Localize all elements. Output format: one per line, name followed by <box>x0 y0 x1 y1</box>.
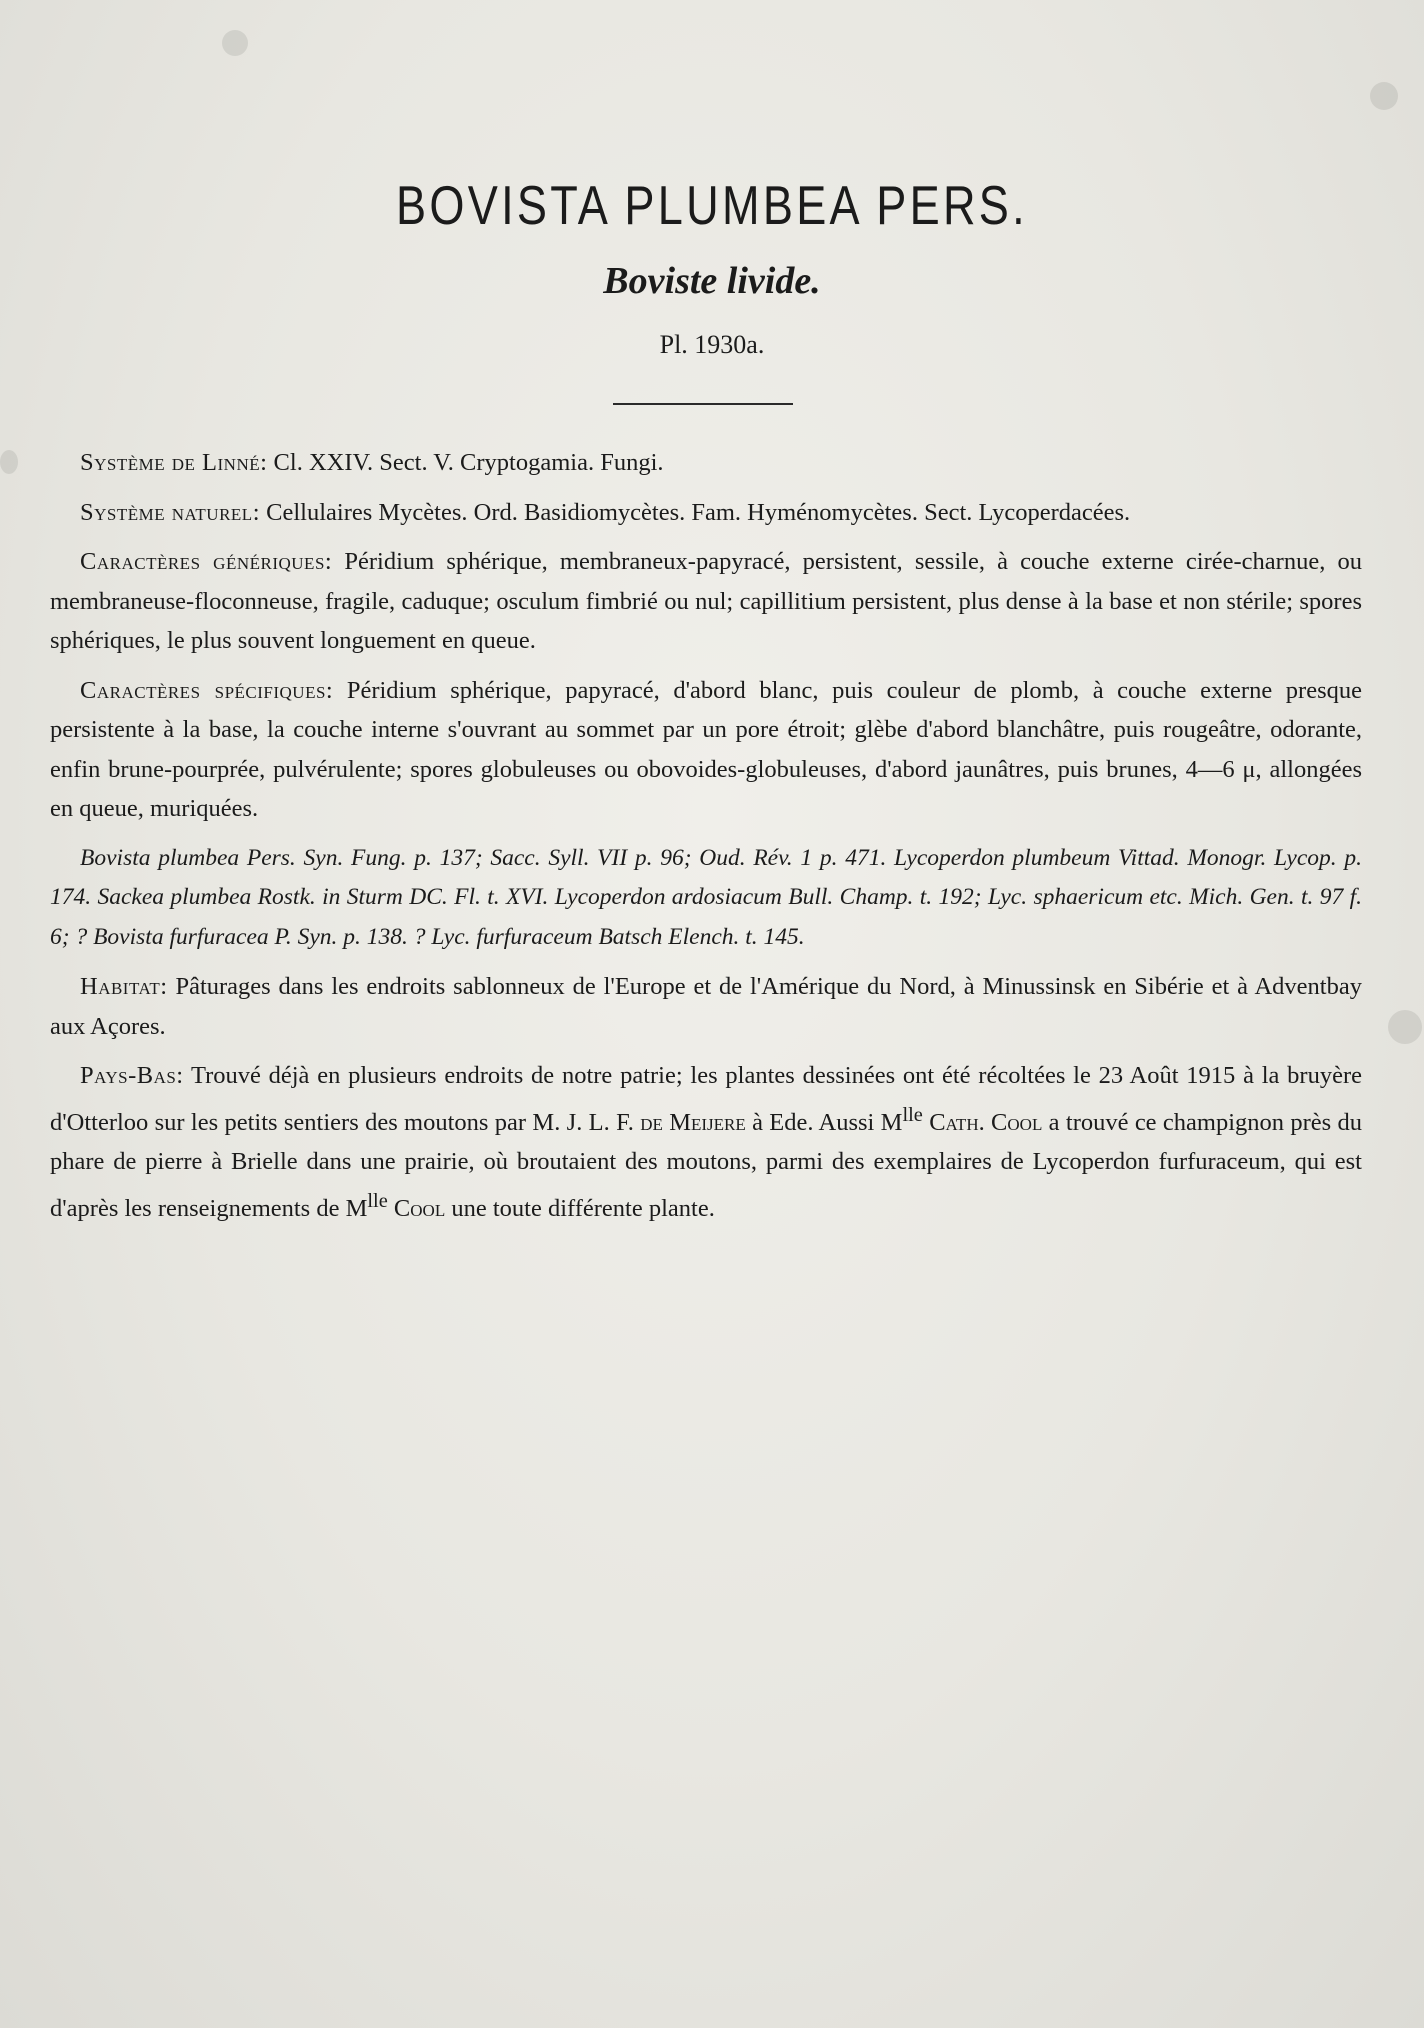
section-text: Pâturages dans les endroits sablonneux de l'Europe et de l'Amérique du Nord, à Minussinsk en Sibérie et à Adventbay aux Açores. <box>50 973 1362 1040</box>
paragraph-specifiques <box>50 671 1362 829</box>
title-abbrev: lle <box>902 1103 923 1126</box>
person-name: Cath. Cool <box>929 1108 1043 1136</box>
body-text <box>50 443 1362 1238</box>
paragraph-linne <box>50 443 1362 483</box>
paper-blemish <box>222 30 248 56</box>
paper-blemish <box>0 450 18 474</box>
section-text: Cl. XXIV. Sect. V. Cryptogamia. Fungi. <box>267 449 664 476</box>
plate-number: Pl. 1930a. <box>659 330 765 359</box>
section-label: Système de Linné: <box>80 449 268 476</box>
section-text: à Ede. Aussi M <box>745 1108 903 1136</box>
section-text: Péridium sphérique, membraneux-papyracé, persistent, sessile, à couche externe cirée-charnue, ou membraneuse-floconneuse, fragile, caduque; osculum fimbrié ou nul; capillitium persistent, plus dense à la base et non stérile; spores sphériques, le plus souvent longuement en queue. <box>50 548 1363 654</box>
page-subtitle: Boviste livide. <box>603 260 821 302</box>
section-label: Pays-Bas: <box>80 1062 184 1089</box>
paragraph-generiques <box>50 542 1362 661</box>
page-title: BOVISTA PLUMBEA PERS. <box>395 174 1028 236</box>
paragraph-naturel <box>50 493 1362 533</box>
section-text: une toute différente plante. <box>445 1194 715 1222</box>
section-text: Trouvé déjà en plusieurs endroits de notre patrie; les plantes dessinées ont été récoltées le 23 Août 1915 à la bruyère d'Otterloo sur les petits sentiers des moutons par M. J. L. F. <box>50 1062 1362 1136</box>
paragraph-synonyms: Bovista plumbea Pers. Syn. Fung. p. 137; Sacc. Syll. VII p. 96; Oud. Rév. 1 p. 471. Lycoperdon plumbeum Vittad. Monogr. Lycop. p. 174. Sackea plumbea Rostk. in Sturm DC. Fl. t. XVI. Lycoperdon ardosiacum Bull. Champ. t. 192; Lyc. sphaericum etc. Mich. Gen. t. 97 f. 6; ? Bovista furfuracea P. Syn. p. 138. ? Lyc. furfuraceum Batsch Elench. t. 145. <box>50 844 1362 950</box>
section-text: Péridium sphérique, papyracé, d'abord blanc, puis couleur de plomb, à couche externe presque persistente à la base, la couche interne s'ouvrant au sommet par un pore étroit; glèbe d'abord blanchâtre, puis rougeâtre, odorante, enfin brune-pourprée, pulvérulente; spores globuleuses ou obovoides-globuleuses, d'abord jaunâtres, puis brunes, 4—6 μ, allongées en queue, muriquées. <box>50 676 1362 822</box>
paragraph-paysbas <box>50 1056 1362 1228</box>
section-label: Caractères génériques: <box>80 548 333 575</box>
section-text: a trouvé ce champignon près du phare de pierre à Brielle dans une prairie, où broutaient des moutons, parmi des exemplaires de Lycoperdon furfuraceum, qui est d'après les renseignements de M <box>50 1108 1362 1222</box>
person-name: de Meijere <box>640 1108 746 1136</box>
section-text: Cellulaires Mycètes. Ord. Basidiomycètes. Fam. Hyménomycètes. Sect. Lycoperdacées. <box>260 498 1131 526</box>
paper-blemish <box>1388 1010 1422 1044</box>
paragraph-habitat <box>50 967 1362 1046</box>
section-label: Habitat: <box>80 973 168 1000</box>
section-label: Caractères spécifiques: <box>80 676 334 704</box>
section-label: Système naturel: <box>80 498 260 526</box>
person-name: Cool <box>393 1194 446 1222</box>
title-rule <box>613 403 793 405</box>
paper-blemish <box>1370 82 1398 110</box>
title-abbrev: lle <box>367 1189 388 1212</box>
